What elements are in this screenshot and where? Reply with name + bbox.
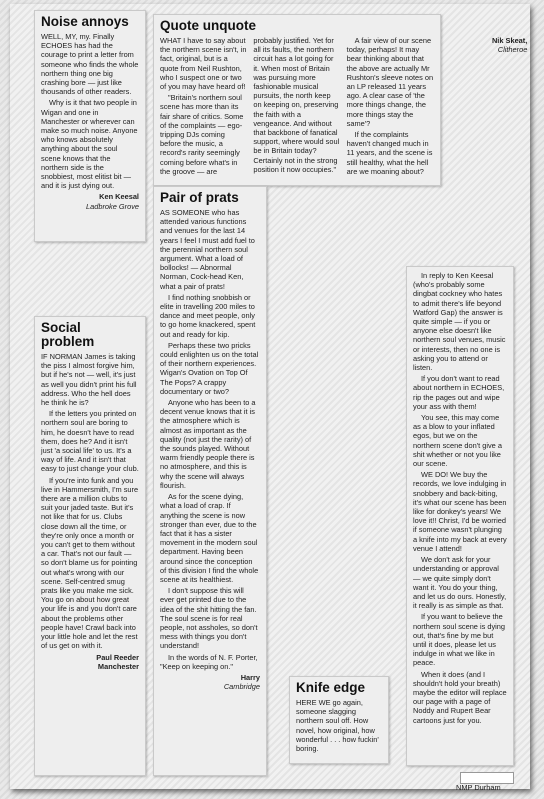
letter-paragraph: WELL, MY, my. Finally ECHOES has had the courage to print a letter from someone who finds the whole northern thing one big crashing bore — just like thousands of other readers. <box>41 32 139 97</box>
letter-knife-edge <box>289 676 389 764</box>
letter-signature <box>440 36 527 54</box>
letter-title: Pair of prats <box>160 190 239 205</box>
signature-place: Cambridge <box>223 682 260 692</box>
signature-place: Clitheroe <box>497 45 528 55</box>
signature-place: Ladbroke Grove <box>86 201 139 211</box>
letter-paragraph: A fair view of our scene today, perhaps! It may bear thinking about that the above are actually Mr Rushton's sleeve notes on an LP released 11 years ago. A clear case of 'the more things change, the more things stay the same'? <box>346 36 434 128</box>
letter-social-problem <box>34 316 146 776</box>
signature-name: Ken Keesal <box>99 192 139 202</box>
letter-title: Social problem <box>41 320 95 349</box>
letter-paragraph: If you're into funk and you live in Hammersmith, I'm sure there are a million clubs to suit your jaded taste. But it's not like that for us. Clubs close down all the time, or they're only once a month or you can't get to them without a car. That's not our fault — so don't blame us for pointing out what's wrong with our scene. Self-centred smug prats like you make me sick. You go on about how great your life is and you don't care about the problems other people have! Crawl back into your little hole and let the rest of us get on with it. <box>41 475 139 651</box>
letter-paragraph: In reply to Ken Keesal (who's probably some dingbat cockney who hates to admit there's life beyond Watford Gap) the answer is quite simple — if you or anyone else doesn't like northern soul venues, music or interests, then no one is asking you to attend or listen. <box>413 271 506 373</box>
letter-paragraph: You see, this may come as a blow to your inflated egos, but we on the northern scene don't give a shit whether or not you like our scene. <box>413 413 502 469</box>
letter-title: Noise annoys <box>41 14 129 29</box>
letter-paragraph: I find nothing snobbish or elite in travelling 200 miles to dance and meet people, only to go home knackered, spent out and ready for kip. <box>160 292 256 339</box>
letter-paragraph: WHAT I have to say about the northern scene isn't, in fact, original, but is a quote from Neil Rushton, who I suspect one or two of you may have heard of! <box>160 36 247 92</box>
signature-durham: NMP Durham <box>456 783 501 792</box>
signature-name: Harry <box>240 672 260 682</box>
signature-place: Manchester <box>97 661 139 671</box>
letter-quote-unquote <box>153 14 528 186</box>
letter-paragraph: AS SOMEONE who has attended various functions and venues for the last 14 years I feel I must add fuel to the perennial northern soul argument. What a load of bollocks! — Abnormal Norman, Cock-head Ken, what a pair of prats! <box>160 208 255 291</box>
letter-paragraph: If the complaints haven't changed much in 11 years, and the scene is still healthy, what the hell are we moaning about? <box>346 130 433 176</box>
letter-paragraph: "Britain's northern soul scene has more than its fair share of critics. Some of the complaints — ego-tripping DJs coming before the music, a record's rarity seemingly coming before what's in the groove — are probably justified. Yet for all its faults, the northern circuit has a lot going for it. When most of Britain was pursuing more fashionable musical pursuits, the north keep on keeping on, preserving the faith with a vengeance. And without that backbone of fanatical support, where would soul be in Britain today? Certainly not in the strong position it now occupies." <box>160 36 340 176</box>
letter-signature <box>41 653 139 671</box>
letter-pair-of-prats <box>153 186 267 776</box>
letter-title: Knife edge <box>296 680 366 695</box>
letter-title: Quote unquote <box>160 18 256 33</box>
letter-paragraph: When it does (and I shouldn't hold your breath) maybe the editor will replace our page with a page of Noddy and Rupert Bear cartoons just for you. <box>413 669 507 725</box>
letter-paragraph: I don't suppose this will ever get printed due to the idea of the shit hitting the fan. The soul scene is for real people, not assholes, so don't mess with things you don't understand! <box>160 586 258 651</box>
letter-paragraph: IF NORMAN James is taking the piss I almost forgive him, but if he's not — well, it's just as well you didn't print his full address. Who the hell does he think he is? <box>41 352 137 408</box>
letter-paragraph: In the words of N. F. Porter, "Keep on keeping on." <box>160 652 258 671</box>
letter-paragraph: Why is it that two people in Wigan and one in Manchester or wherever can make so much noise. Anyone who knows absolutely anything about the soul scene knows that the northern side is the snobbiest, most elitist bit — and it is just dying out. <box>41 98 138 191</box>
letter-reply-ken-keesal <box>406 266 514 766</box>
letter-signature <box>160 673 260 691</box>
letter-paragraph: Perhaps these two pricks could enlighten us on the total of their northern experiences. Wigan's Ovation on Top Of The Pops? A crappy documentary or two? <box>160 340 259 396</box>
letter-paragraph: We don't ask for your understanding or approval — we quite simply don't want it. You do your thing, and let us do ours. Honestly, it really is as simple as that. <box>413 555 507 611</box>
letter-paragraph: As for the scene dying, what a load of crap. If anything the scene is now stronger than ever, due to the fact that it has a sister movement in the modern soul department. Having been around since the conception of this division I find the whole scene at its healthiest. <box>160 492 259 584</box>
magazine-page <box>10 4 530 792</box>
signature-name: Paul Reeder <box>96 652 139 662</box>
letter-paragraph: Anyone who has been to a decent venue knows that it is the atmosphere which is almost as important as the quality (not just the rarity) of the sounds played. Without warm friendly people there is no atmosphere, and this is why the scene will always flourish. <box>160 398 256 490</box>
signature-name: Nik Skeat, <box>491 36 528 45</box>
letter-signature <box>41 192 139 210</box>
letter-paragraph: If the letters you printed on northern soul are boring to him, he doesn't have to read them, does he? And it isn't just 'a social life' to us. It's a way of life. And it isn't that easy to just change your club. <box>41 409 139 474</box>
letter-paragraph: HERE WE go again, someone slagging northern soul off. How novel, how original, how wonderful . . . how fuckin' boring. <box>296 698 379 754</box>
letter-noise-annoys <box>34 10 146 242</box>
letter-paragraph: WE DO! We buy the records, we love indulging in snobbery and back-biting, it's what our scene has been like for donkey's years! We love it!! Christ, I'd be worried if someone wasn't plunging a knife into my back at every venue I attend! <box>413 470 507 553</box>
letter-paragraph: If you don't want to read about northern in ECHOES, rip the pages out and wipe your ass with them! <box>413 374 505 411</box>
letter-paragraph: If you want to believe the northern soul scene is dying out, that's fine by me but until it does, please let us indulge in what we like in peace. <box>413 612 506 668</box>
